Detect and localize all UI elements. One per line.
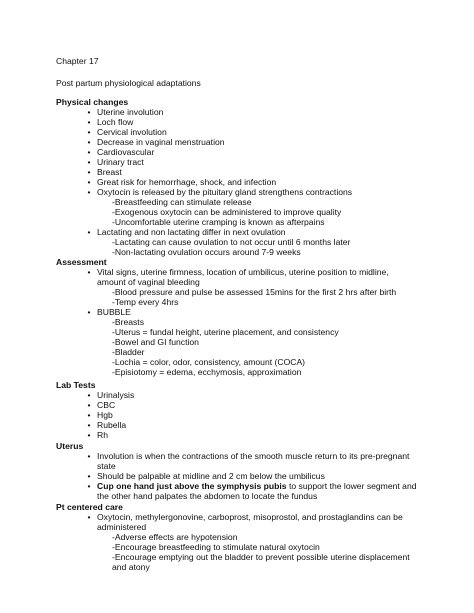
bullet-icon: • bbox=[87, 390, 91, 400]
page-title: Post partum physiological adaptations bbox=[56, 78, 201, 88]
list-item: Oxytocin is released by the pituitary gland strengthens contractions bbox=[97, 187, 353, 197]
sub-item: -Breastfeeding can stimulate release bbox=[112, 197, 252, 207]
list-item: Urinary tract bbox=[97, 157, 144, 167]
bullet-icon: • bbox=[87, 481, 91, 491]
bullet-icon: • bbox=[87, 147, 91, 157]
sub-item-continuation: and atony bbox=[112, 562, 150, 572]
list-item: Cervical involution bbox=[97, 127, 167, 137]
sub-item: -Bowel and GI function bbox=[112, 337, 199, 347]
list-item: Should be palpable at midline and 2 cm below the umbilicus bbox=[97, 471, 325, 481]
list-item: BUBBLE bbox=[97, 307, 131, 317]
list-item: Rubella bbox=[97, 420, 127, 430]
list-item: Urinalysis bbox=[97, 390, 135, 400]
bullet-icon: • bbox=[87, 512, 91, 522]
list-item: Hgb bbox=[97, 410, 113, 420]
sub-item: -Lochia = color, odor, consistency, amount (COCA) bbox=[112, 357, 306, 367]
section-heading-pt-centered-care: Pt centered care bbox=[56, 502, 123, 512]
bullet-icon: • bbox=[87, 471, 91, 481]
bullet-icon: • bbox=[87, 420, 91, 430]
bullet-icon: • bbox=[87, 167, 91, 177]
list-item: Loch flow bbox=[97, 117, 134, 127]
sub-item: -Breasts bbox=[112, 317, 144, 327]
bullet-icon: • bbox=[87, 137, 91, 147]
bullet-icon: • bbox=[87, 117, 91, 127]
list-item: Breast bbox=[97, 167, 122, 177]
list-item: Great risk for hemorrhage, shock, and infection bbox=[97, 177, 277, 187]
list-item-text: to support the lower segment and bbox=[286, 481, 417, 491]
sub-item: -Lactating can cause ovulation to not occur until 6 months later bbox=[112, 237, 351, 247]
list-item: Vital signs, uterine firmness, location of umbilicus, uterine position to midline, bbox=[97, 267, 389, 277]
list-item: Lactating and non lactating differ in next ovulation bbox=[97, 227, 286, 237]
list-item: Rh bbox=[97, 430, 108, 440]
sub-item: -Non-lactating ovulation occurs around 7-9 weeks bbox=[112, 247, 301, 257]
bullet-icon: • bbox=[87, 177, 91, 187]
list-item-continuation: administered bbox=[97, 522, 147, 532]
list-item: Cardiovascular bbox=[97, 147, 155, 157]
list-item: CBC bbox=[97, 400, 116, 410]
list-item-continuation: state bbox=[97, 461, 116, 471]
list-item bbox=[97, 481, 417, 491]
bullet-icon: • bbox=[87, 451, 91, 461]
sub-item: -Bladder bbox=[112, 347, 145, 357]
section-heading-lab-tests: Lab Tests bbox=[56, 380, 96, 390]
chapter-label: Chapter 17 bbox=[56, 56, 99, 66]
bullet-icon: • bbox=[87, 157, 91, 167]
sub-item: -Episiotomy = edema, ecchymosis, approximation bbox=[112, 367, 302, 377]
bold-phrase: Cup one hand just above the symphysis pubis bbox=[97, 481, 287, 491]
sub-item: -Adverse effects are hypotension bbox=[112, 532, 238, 542]
bullet-icon: • bbox=[87, 410, 91, 420]
list-item-continuation: amount of vaginal bleeding bbox=[97, 277, 200, 287]
list-item: Oxytocin, methylergonovine, carboprost, misoprostol, and prostaglandins can be bbox=[97, 512, 403, 522]
sub-item: -Temp every 4hrs bbox=[112, 297, 179, 307]
sub-item: -Encourage emptying out the bladder to prevent possible uterine displacement bbox=[112, 552, 410, 562]
bullet-icon: • bbox=[87, 227, 91, 237]
list-item: Involution is when the contractions of the smooth muscle return to its pre-pregnant bbox=[97, 451, 410, 461]
list-item-continuation: the other hand palpates the abdomen to locate the fundus bbox=[97, 491, 318, 501]
sub-item: -Uncomfortable uterine cramping is known as afterpains bbox=[112, 217, 325, 227]
section-heading-physical-changes: Physical changes bbox=[56, 97, 129, 107]
bullet-icon: • bbox=[87, 430, 91, 440]
section-heading-assessment: Assessment bbox=[56, 257, 107, 267]
list-item: Decrease in vaginal menstruation bbox=[97, 137, 225, 147]
bullet-icon: • bbox=[87, 187, 91, 197]
bullet-icon: • bbox=[87, 107, 91, 117]
bullet-icon: • bbox=[87, 400, 91, 410]
section-heading-uterus: Uterus bbox=[56, 441, 84, 451]
sub-item: -Blood pressure and pulse be assessed 15mins for the first 2 hrs after birth bbox=[112, 287, 397, 297]
sub-item: -Encourage breastfeeding to stimulate natural oxytocin bbox=[112, 542, 320, 552]
bullet-icon: • bbox=[87, 267, 91, 277]
sub-item: -Uterus = fundal height, uterine placement, and consistency bbox=[112, 327, 339, 337]
list-item: Uterine involution bbox=[97, 107, 164, 117]
bullet-icon: • bbox=[87, 127, 91, 137]
sub-item: -Exogenous oxytocin can be administered to improve quality bbox=[112, 207, 342, 217]
bullet-icon: • bbox=[87, 307, 91, 317]
